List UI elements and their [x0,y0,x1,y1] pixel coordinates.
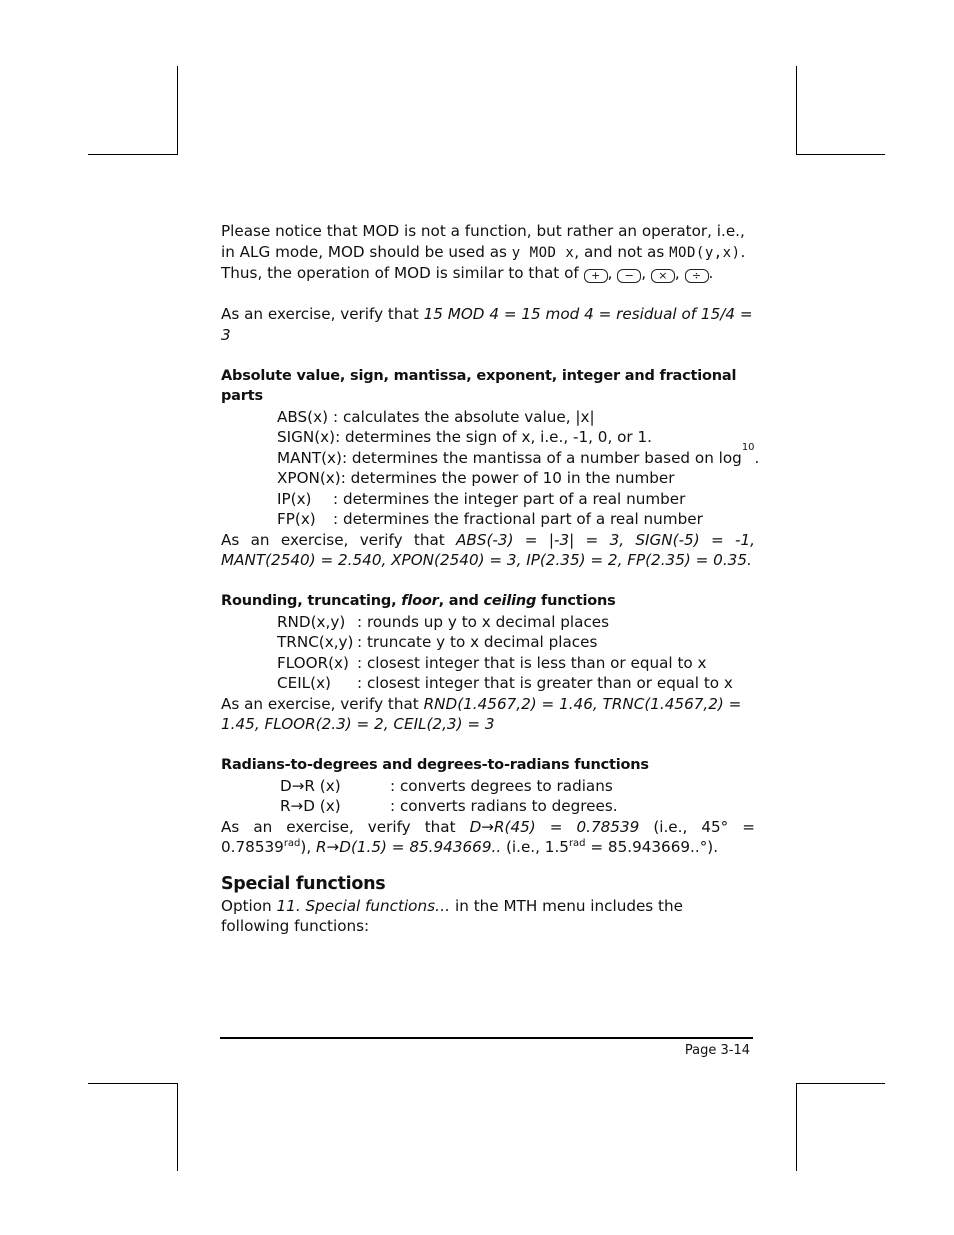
function-desc: : determines the sign of x, i.e., -1, 0, or 1. [335,428,652,446]
radians-exercise-paragraph [221,817,755,858]
function-desc: : calculates the absolute value, |x| [333,407,595,426]
function-name: RND(x,y) [277,612,346,631]
mod-exercise-paragraph [221,304,755,345]
function-desc: : determines the power of 10 in the number [340,469,675,487]
footer-rule [220,1037,753,1039]
text: (i.e., 1.5 [501,838,569,856]
function-name: MANT(x) [277,448,342,467]
function-desc: : closest integer that is greater than or equal to x [357,674,733,692]
divide-key-icon: ÷ [685,269,709,283]
crop-mark-top-left-h [88,154,177,155]
function-row [221,653,755,674]
radians-section-heading: Radians-to-degrees and degrees-to-radians functions [221,757,649,773]
function-name: R→D (x) [280,797,341,815]
r-to-d-formula: R→D(1.5) = 85.943669.. [316,838,502,856]
rounding-exercise-formula: RND(1.4567,2) = 1.46, TRNC(1.4567,2) = 1.45, FLOOR(2.3) = 2, CEIL(2,3) = 3 [221,694,742,733]
function-desc: : truncate y to x decimal places [357,633,598,651]
function-row [221,407,755,428]
text: functions [536,593,616,609]
text: ceiling [483,593,537,609]
function-row [221,489,755,510]
times-key-icon: × [651,269,675,283]
separator: , [641,264,647,282]
rounding-section-heading [221,591,755,612]
function-row [221,776,755,797]
function-row [221,612,755,633]
crop-mark-bottom-right-h [796,1083,885,1084]
text: Option [221,896,277,915]
d-to-r-formula: D→R(45) = 0.78539 [469,817,640,836]
code-y-mod-x: y MOD x [511,244,575,261]
crop-mark-bottom-left-v [177,1083,178,1171]
function-desc: : rounds up y to x decimal places [357,612,610,631]
text: in the MTH menu includes the following functions: [221,896,683,935]
text: As an exercise, verify that [221,817,470,836]
plus-key-icon: + [584,269,608,283]
function-row [221,673,755,694]
function-name: CEIL(x) [277,674,331,692]
function-name: SIGN(x) [277,428,336,446]
text: , and not as [574,242,670,261]
function-row [221,632,755,653]
function-name: ABS(x) [277,407,329,426]
text: As an exercise, verify that [221,694,424,713]
text: , and [438,593,484,609]
function-name: FLOOR(x) [277,653,349,672]
rad-superscript: rad [283,837,301,849]
separator: , [607,264,613,282]
page-number: Page 3-14 [684,1043,750,1058]
function-row [221,427,755,448]
text: ), [300,838,316,856]
code-mod-y-x: MOD(y,x) [669,244,741,261]
function-name: FP(x) [277,510,316,528]
text: = 85.943669..°). [585,838,719,856]
function-row [221,796,755,817]
text: floor [401,593,439,609]
minus-key-icon: − [617,269,641,283]
function-name: TRNC(x,y) [277,633,354,651]
text: . Thus, the operation of MOD is similar to that of [221,242,746,282]
text: Please notice that MOD is not a function, but rather an operator, i.e., in ALG mode, MOD should be used as [221,222,745,261]
crop-mark-bottom-left-h [88,1083,177,1084]
function-desc: : determines the fractional part of a real number [333,510,703,528]
log-subscript: 10 [741,441,755,453]
function-name: XPON(x) [277,469,341,487]
abs-exercise-paragraph [221,530,755,571]
text: As an exercise, verify that [221,305,424,323]
function-desc: : determines the mantissa of a number based on log [341,448,742,467]
abs-exercise-formula: ABS(-3) = |-3| = 3, SIGN(-5) = -1, MANT(2540) = 2.540, XPON(2540) = 3, IP(2.35) = 2, FP(2.35) = 0.35. [221,530,755,569]
text: As an exercise, verify that [221,530,457,549]
page-content [221,221,760,937]
function-row [221,441,760,469]
crop-mark-top-right-h [796,154,885,155]
mod-operator-paragraph [221,221,755,284]
crop-mark-top-right-v [796,66,797,155]
function-row [221,509,755,530]
function-name: D→R (x) [280,776,341,795]
separator: , [674,264,680,282]
function-desc: : converts radians to degrees. [390,797,618,815]
period: . [754,448,760,467]
function-name: IP(x) [277,489,312,508]
text: (i.e., 45° = 0.78539 [221,817,755,856]
function-row [221,468,755,489]
rad-superscript: rad [568,837,586,849]
rounding-exercise-paragraph [221,694,755,735]
special-functions-heading: Special functions [221,873,386,894]
crop-mark-bottom-right-v [796,1083,797,1171]
abs-section-heading: Absolute value, sign, mantissa, exponent, integer and fractional parts [221,367,737,404]
function-desc: : determines the integer part of a real number [333,489,686,508]
text: Rounding, truncating, [221,593,402,609]
period: . [708,264,714,282]
function-desc: : converts degrees to radians [390,776,613,795]
mod-exercise-formula: 15 MOD 4 = 15 mod 4 = residual of 15/4 = 3 [221,305,753,344]
crop-mark-top-left-v [177,66,178,155]
menu-option: 11. Special functions… [276,896,451,915]
special-functions-paragraph [221,896,755,937]
function-desc: : closest integer that is less than or equal to x [357,653,707,672]
